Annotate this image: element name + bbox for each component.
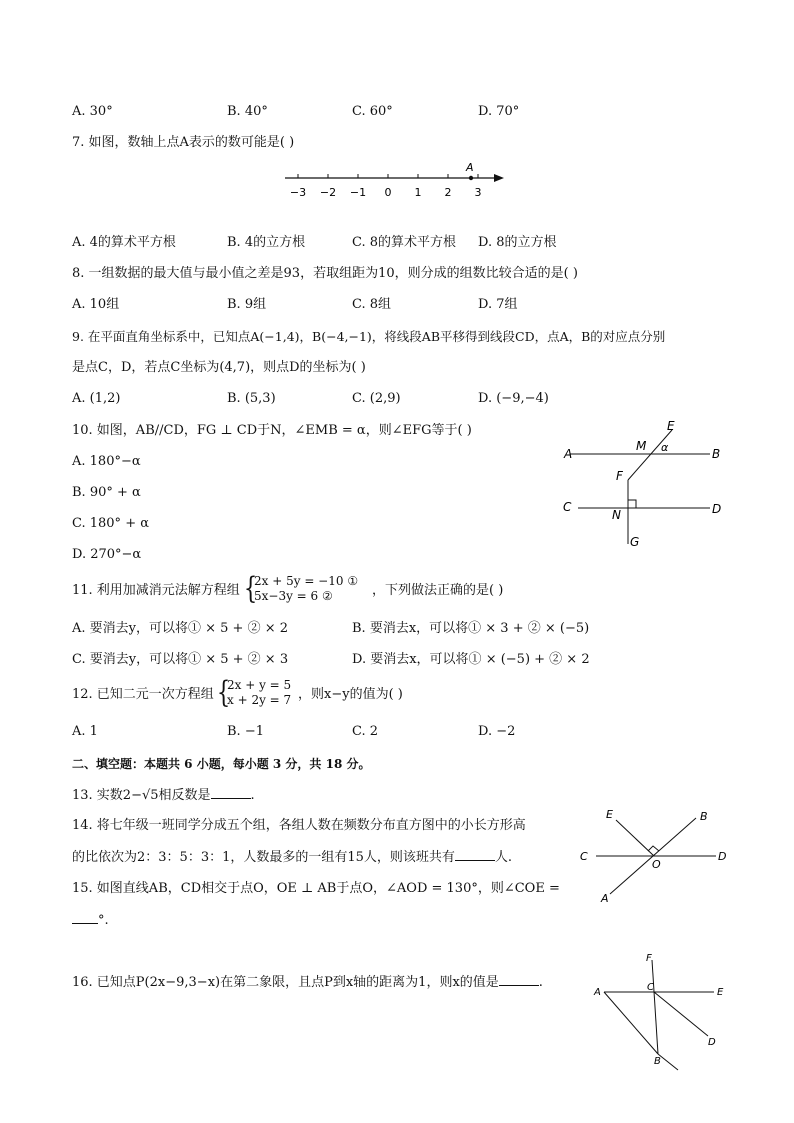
q7-option-a: A. 4的算术平方根 [72,235,176,250]
q8-option-d: D. 7组 [478,297,518,312]
q10-option-d: D. 270°−α [72,547,142,562]
q10-figure [560,418,730,552]
q12-stem-suffix: ，则x−y的值为( ) [298,687,403,702]
q9-option-c: C. (2,9) [352,391,401,406]
q15-answer-blank[interactable] [72,911,98,924]
q16-label-d: D [708,1037,716,1048]
number-line-tick-label: 3 [474,186,482,199]
q10-stem: 10. 如图，AB//CD，FG ⊥ CD于N，∠EMB = α，则∠EFG等于( ) [72,423,472,438]
q10-label-g: G [630,535,640,549]
q8-option-b: B. 9组 [227,297,267,312]
q9-option-a: A. (1,2) [72,391,121,406]
q16-figure [590,950,740,1075]
q14-answer-blank[interactable] [455,848,495,861]
q10-label-b: B [712,447,721,461]
q11-option-a: A. 要消去y，可以将① × 5 + ② × 2 [72,621,289,636]
q14-line2 [72,848,512,867]
q8-option-a: A. 10组 [72,297,120,312]
number-line-tick-label: −2 [319,186,337,199]
point-a-dot [469,176,473,180]
q15-label-b: B [700,810,708,823]
q15-line1: 15. 如图直线AB，CD相交于点O，OE ⊥ AB于点O，∠AOD = 130°，则∠COE = [72,881,560,896]
q6-option-a: A. 30° [72,104,113,119]
q16-label-c: C [647,982,654,993]
q16-label-a: A [594,987,601,998]
q10-label-n: N [612,508,621,522]
q16-stem-suffix: . [538,975,543,990]
q12-option-c: C. 2 [352,724,379,739]
q15-label-o: O [652,858,661,871]
q10-label-f: F [616,469,623,483]
q11-option-d: D. 要消去x，可以将① × (−5) + ② × 2 [352,652,590,667]
q7-option-b: B. 4的立方根 [227,235,306,250]
number-line-tick-label: 2 [444,186,452,199]
q11-option-c: C. 要消去y，可以将① × 5 + ② × 3 [72,652,289,667]
number-line-tick-label: −3 [289,186,307,199]
point-a-label: A [466,161,474,174]
q12-brace: { [216,675,231,710]
q15-figure [576,804,736,910]
q8-option-c: C. 8组 [352,297,392,312]
q10-option-b: B. 90° + α [72,485,141,500]
number-line-tick-label: 1 [414,186,422,199]
q11-brace: { [243,571,258,606]
q13-stem-suffix: . [250,788,255,803]
q12-stem-prefix: 12. 已知二元一次方程组 [72,687,214,702]
q11-stem-suffix: ，下列做法正确的是( ) [372,583,504,598]
q12-option-b: B. −1 [227,724,264,739]
q12-eq2: x + 2y = 7 [227,693,292,707]
q12-option-a: A. 1 [72,724,98,739]
q14-line2-suffix: 人. [494,850,513,865]
q15-label-e: E [606,808,613,821]
q10-label-e: E [667,419,675,433]
q15-label-c: C [580,850,588,863]
q11-eq2: 5x−3y = 6 ② [254,589,333,603]
q7-option-c: C. 8的算术平方根 [352,235,457,250]
q15-line2 [72,911,109,930]
q7-stem: 7. 如图，数轴上点A表示的数可能是( ) [72,135,295,150]
q9-option-d: D. (−9,−4) [478,391,549,406]
q11-stem-prefix: 11. 利用加减消元法解方程组 [72,583,240,598]
q6-option-b: B. 40° [227,104,268,119]
q10-label-m: M [636,439,647,453]
q10-label-alpha: α [661,441,669,454]
q12-eq1: 2x + y = 5 [227,678,292,692]
q16-answer-blank[interactable] [499,973,539,986]
q15-label-d: D [718,850,727,863]
q8-stem: 8. 一组数据的最大值与最小值之差是93，若取组距为10，则分成的组数比较合适的是( ) [72,266,578,281]
q13-stem [72,786,255,805]
q11-eq1: 2x + 5y = −10 ① [254,574,359,588]
number-line-tick-label: 0 [384,186,392,199]
q14-line1: 14. 将七年级一班同学分成五个组，各组人数在频数分布直方图中的小长方形高 [72,818,526,833]
q16-label-f: F [646,953,652,964]
q13-stem-prefix: 13. 实数2−√5相反数是 [72,788,211,803]
q14-line2-prefix: 的比依次为2：3：5：3：1，人数最多的一组有15人，则该班共有 [72,850,455,865]
q10-option-a: A. 180°−α [72,454,141,469]
q16-label-e: E [717,987,724,998]
q9-option-b: B. (5,3) [227,391,276,406]
q10-option-c: C. 180° + α [72,516,149,531]
number-line-tick-label: −1 [349,186,367,199]
q16-label-b: B [654,1056,661,1067]
q15-label-a: A [601,892,609,905]
q10-label-d: D [712,502,722,516]
q10-label-a: A [564,447,573,461]
q10-label-c: C [563,500,572,514]
q6-option-d: D. 70° [478,104,520,119]
q7-option-d: D. 8的立方根 [478,235,557,250]
q7-number-line [280,158,510,202]
q16-stem-prefix: 16. 已知点P(2x−9,3−x)在第二象限，且点P到x轴的距离为1，则x的值是 [72,975,499,990]
q13-answer-blank[interactable] [211,786,251,799]
q9-stem-line1: 9. 在平面直角坐标系中，已知点A(−1,4)，B(−4,−1)，将线段AB平移得到线段CD，点A，B的对应点分别 [72,329,666,344]
q9-stem-line2: 是点C，D，若点C坐标为(4,7)，则点D的坐标为( ) [72,360,366,375]
q16-stem [72,973,543,992]
section-2-title: 二、填空题：本题共 6 小题，每小题 3 分，共 18 分。 [72,757,371,771]
q6-option-c: C. 60° [352,104,393,119]
q15-line2-suffix: °. [98,913,109,928]
q11-option-b: B. 要消去x，可以将① × 3 + ② × (−5) [352,621,590,636]
q12-option-d: D. −2 [478,724,516,739]
